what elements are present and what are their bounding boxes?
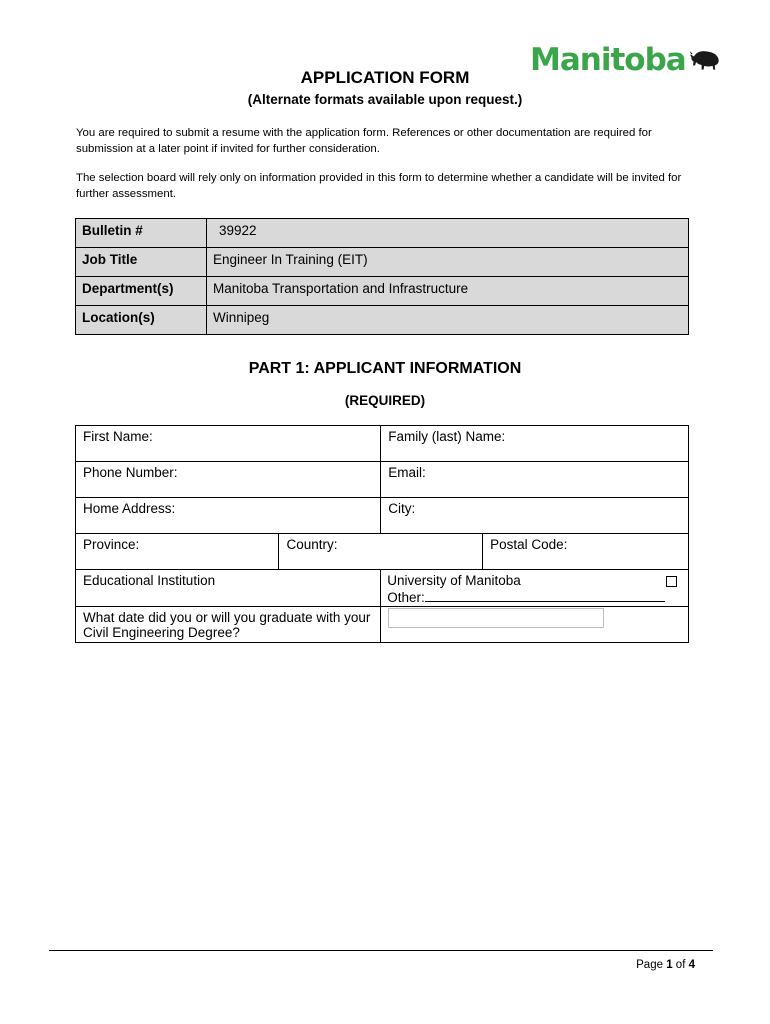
graduation-question: What date did you or will you graduate with your Civil Engineering Degree? bbox=[76, 607, 381, 643]
education-other-label: Other: bbox=[387, 590, 425, 605]
education-label: Educational Institution bbox=[76, 570, 381, 607]
province-field[interactable]: Province: bbox=[76, 534, 279, 570]
job-title-label: Job Title bbox=[76, 248, 207, 277]
page-number bbox=[636, 959, 695, 971]
intro-paragraph-selection: The selection board will rely only on information provided in this form to determine whether a candidate will be invited for further assessment. bbox=[76, 172, 682, 200]
education-option-university: University of Manitoba bbox=[387, 573, 521, 588]
table-row bbox=[76, 219, 689, 248]
graduation-date-cell bbox=[381, 607, 689, 643]
intro-paragraph-resume: You are required to submit a resume with the application form. References or other documentation are required for submission at a later point if invited for further consideration. bbox=[76, 127, 652, 155]
department-value: Manitoba Transportation and Infrastructure bbox=[207, 277, 689, 306]
job-info-table bbox=[75, 218, 689, 335]
logo-wordmark: Manitoba bbox=[530, 41, 686, 78]
graduation-date-input[interactable] bbox=[388, 608, 604, 628]
table-row bbox=[76, 534, 689, 570]
page-prefix: Page bbox=[636, 959, 663, 971]
part1-title: PART 1: APPLICANT INFORMATION bbox=[248, 360, 522, 377]
page-of: of bbox=[675, 959, 686, 971]
table-row bbox=[76, 607, 689, 643]
postal-code-field[interactable]: Postal Code: bbox=[483, 534, 689, 570]
page-total: 4 bbox=[688, 959, 695, 971]
table-row bbox=[76, 462, 689, 498]
location-label: Location(s) bbox=[76, 306, 207, 335]
table-row bbox=[76, 498, 689, 534]
country-field[interactable]: Country: bbox=[279, 534, 483, 570]
university-checkbox[interactable] bbox=[666, 576, 677, 587]
first-name-field[interactable]: First Name: bbox=[76, 426, 381, 462]
form-subtitle: (Alternate formats available upon request.) bbox=[247, 92, 523, 107]
phone-field[interactable]: Phone Number: bbox=[76, 462, 381, 498]
education-other-row bbox=[387, 588, 681, 606]
table-row bbox=[76, 248, 689, 277]
email-field[interactable]: Email: bbox=[381, 462, 689, 498]
department-label: Department(s) bbox=[76, 277, 207, 306]
location-value: Winnipeg bbox=[207, 306, 689, 335]
family-name-field[interactable]: Family (last) Name: bbox=[381, 426, 689, 462]
table-row bbox=[76, 277, 689, 306]
form-title: APPLICATION FORM bbox=[300, 68, 470, 87]
table-row bbox=[76, 306, 689, 335]
education-options bbox=[381, 570, 689, 607]
applicant-info-table bbox=[75, 425, 689, 643]
job-title-value: Engineer In Training (EIT) bbox=[207, 248, 689, 277]
table-row bbox=[76, 426, 689, 462]
education-other-input[interactable] bbox=[425, 588, 665, 602]
part1-required-note: (REQUIRED) bbox=[344, 393, 426, 408]
footer-divider bbox=[49, 950, 713, 951]
page-current: 1 bbox=[666, 959, 673, 971]
home-address-field[interactable]: Home Address: bbox=[76, 498, 381, 534]
bulletin-label: Bulletin # bbox=[76, 219, 207, 248]
city-field[interactable]: City: bbox=[381, 498, 689, 534]
bulletin-value: 39922 bbox=[207, 219, 689, 248]
table-row bbox=[76, 570, 689, 607]
